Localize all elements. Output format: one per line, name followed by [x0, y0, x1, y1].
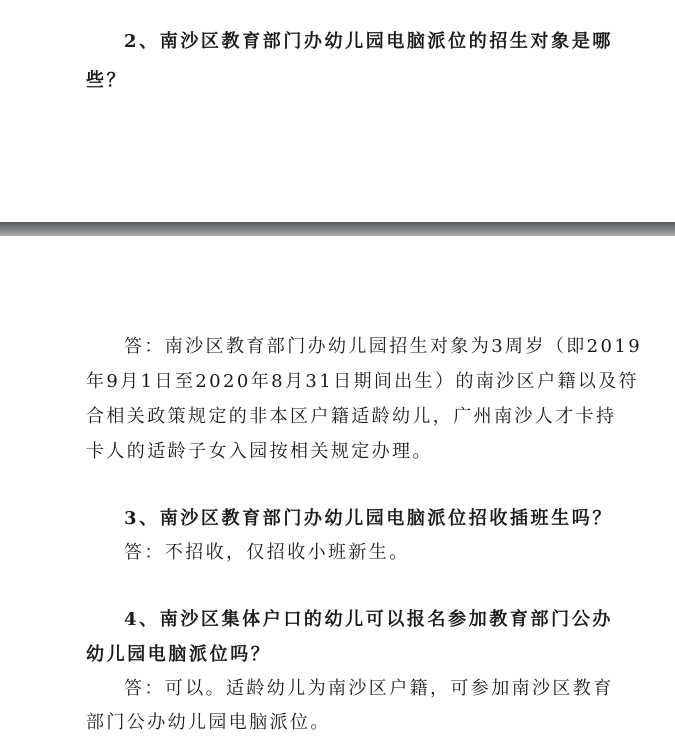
question-3-heading: 3、南沙区教育部门办幼儿园电脑派位招收插班生吗？	[124, 508, 613, 529]
question-2-answer-line2: 年9月1日至2020年8月31日期间出生）的南沙区户籍以及符	[86, 371, 640, 392]
question-2-heading-line1: 2、南沙区教育部门办幼儿园电脑派位的招生对象是哪	[124, 31, 613, 52]
question-3-answer: 答：不招收，仅招收小班新生。	[124, 542, 410, 563]
question-4-heading-line2: 幼儿园电脑派位吗？	[86, 644, 272, 665]
question-2-heading-line2: 些？	[86, 70, 128, 91]
question-4-answer-line1: 答：可以。适龄幼儿为南沙区户籍，可参加南沙区教育	[124, 678, 614, 699]
page-separator	[0, 222, 675, 236]
question-4-answer-line2: 部门公办幼儿园电脑派位。	[86, 712, 331, 733]
question-2-answer-line3: 合相关政策规定的非本区户籍适龄幼儿，广州南沙人才卡持	[86, 406, 617, 427]
question-4-heading-line1: 4、南沙区集体户口的幼儿可以报名参加教育部门公办	[124, 609, 613, 630]
question-2-answer-line4: 卡人的适龄子女入园按相关规定办理。	[86, 441, 433, 462]
question-2-answer-line1: 答：南沙区教育部门办幼儿园招生对象为3周岁（即2019	[124, 336, 643, 357]
page-bottom	[0, 236, 675, 752]
page-top	[0, 0, 675, 222]
